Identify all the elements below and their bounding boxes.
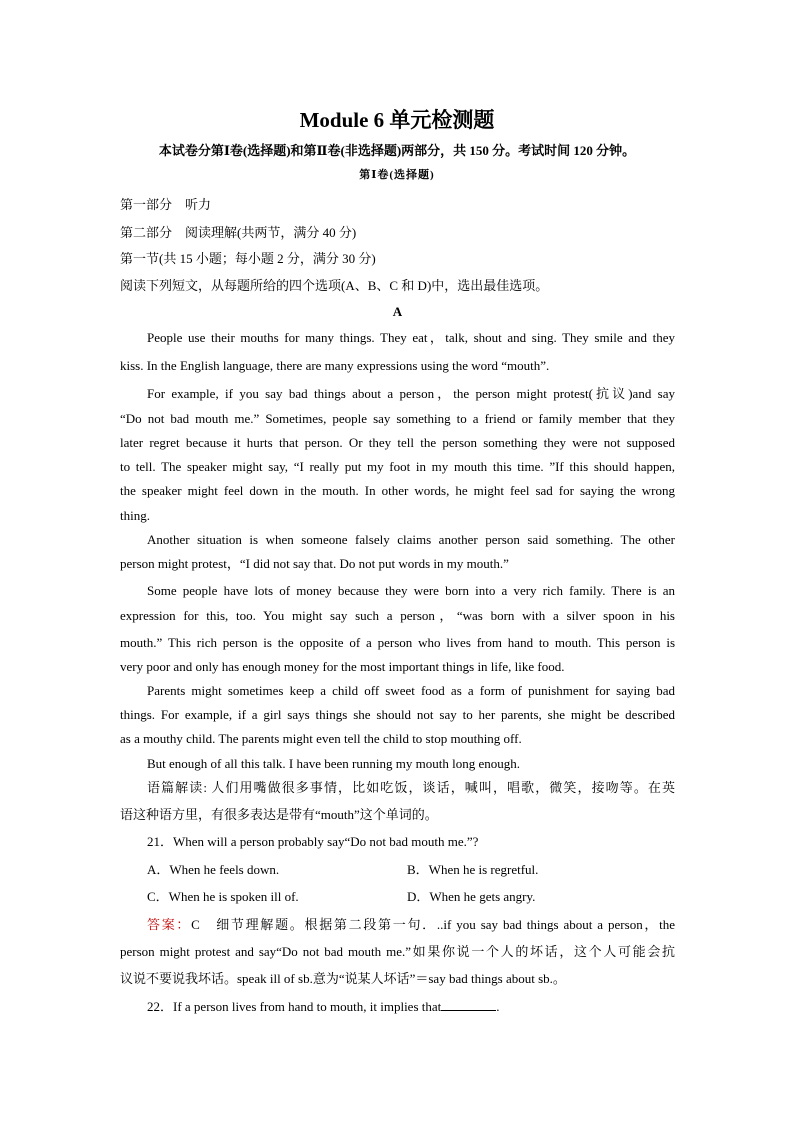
passage-line: expression for this, too. You might say such a person，“was born with a silver spoon in his [120, 608, 675, 623]
passage-line: People use their mouths for many things. They eat，talk, shout and sing. They smile and they [147, 330, 675, 345]
q21-option-b: B．When he is regretful. [407, 862, 539, 877]
instruction-text: 阅读下列短文，从每题所给的四个选项(A、B、C 和 D)中，选出最佳选项。 [120, 278, 549, 293]
question-22-end: . [496, 999, 500, 1014]
passage-line: to tell. The speaker might say, “I really put my foot in my mouth this time. ”If this should happen, [120, 459, 675, 474]
passage-line: things. For example, if a girl says things she should not say to her parents, she might be described [120, 707, 675, 722]
section1-heading: 第一节(共 15 小题；每小题 2 分，满分 30 分) [120, 251, 376, 266]
passage-line: the speaker might feel down in the mouth. In other words, he might feel sad for saying the wrong [120, 483, 675, 498]
passage-line: Some people have lots of money because they were born into a very rich family. There is an [147, 583, 675, 598]
q21-answer-line [147, 916, 675, 934]
passage-line: person might protest，“I did not say that. Do not put words in my mouth.” [120, 556, 509, 571]
volume-heading: 第Ⅰ卷(选择题) [359, 169, 435, 181]
passage-line: kiss. In the English language, there are many expressions using the word “mouth”. [120, 358, 550, 373]
part1-heading: 第一部分 听力 [120, 197, 212, 212]
q21-option-a: A．When he feels down. [147, 862, 280, 877]
analysis-line: 语这种语方里，有很多表达是带有“mouth”这个单词的。 [120, 807, 438, 822]
question-22-text: 22．If a person lives from hand to mouth, it implies that [147, 999, 442, 1014]
passage-line: later regret because it hurts that person. Or they tell the person something they were not supposed [120, 435, 675, 450]
exam-info: 本试卷分第Ⅰ卷(选择题)和第Ⅱ卷(非选择题)两部分，共 150 分。考试时间 120 分钟。 [158, 143, 636, 158]
q21-answer-line: person might protest and say“Do not bad mouth me.”如果你说一个人的坏话，这个人可能会抗 [120, 944, 675, 959]
analysis-line: 语篇解读: 人们用嘴做很多事情，比如吃饭，谈话，喊叫，唱歌，微笑，接吻等。在英 [147, 780, 675, 795]
part2-heading: 第二部分 阅读理解(共两节，满分 40 分) [120, 225, 357, 240]
q21-option-d: D．When he gets angry. [407, 889, 536, 904]
q21-answer-line: 议说不要说我坏话。speak ill of sb.意为“说某人坏话”＝say bad things about sb.。 [120, 971, 566, 986]
passage-line: mouth.” This rich person is the opposite of a person who lives from hand to mouth. This person is [120, 635, 675, 650]
passage-line: as a mouthy child. The parents might even tell the child to stop mouthing off. [120, 731, 522, 746]
question-21-stem: 21．When will a person probably say“Do not bad mouth me.”? [147, 834, 479, 849]
passage-line: For example, if you say bad things about a person，the person might protest(抗议)and say [147, 386, 675, 401]
q21-option-c: C．When he is spoken ill of. [147, 889, 299, 904]
page-title: Module 6 单元检测题 [299, 108, 495, 132]
passage-line: Another situation is when someone falsely claims another person said something. The other [147, 532, 675, 547]
answer-blank [441, 998, 496, 1011]
passage-line: Parents might sometimes keep a child off sweet food as a form of punishment for saying bad [147, 683, 675, 698]
passage-label: A [392, 304, 403, 319]
question-22-stem [147, 998, 675, 1016]
passage-line: But enough of all this talk. I have been running my mouth long enough. [147, 756, 520, 771]
passage-line: thing. [120, 508, 150, 523]
passage-line: very poor and only has enough money for the most important things in life, like food. [120, 659, 565, 674]
passage-line: “Do not bad mouth me.” Sometimes, people say something to a friend or family member that they [120, 411, 675, 426]
answer-text: C 细节理解题。根据第二段第一句．..if you say bad things about a person，the [191, 917, 675, 932]
answer-label: 答案： [147, 917, 192, 932]
